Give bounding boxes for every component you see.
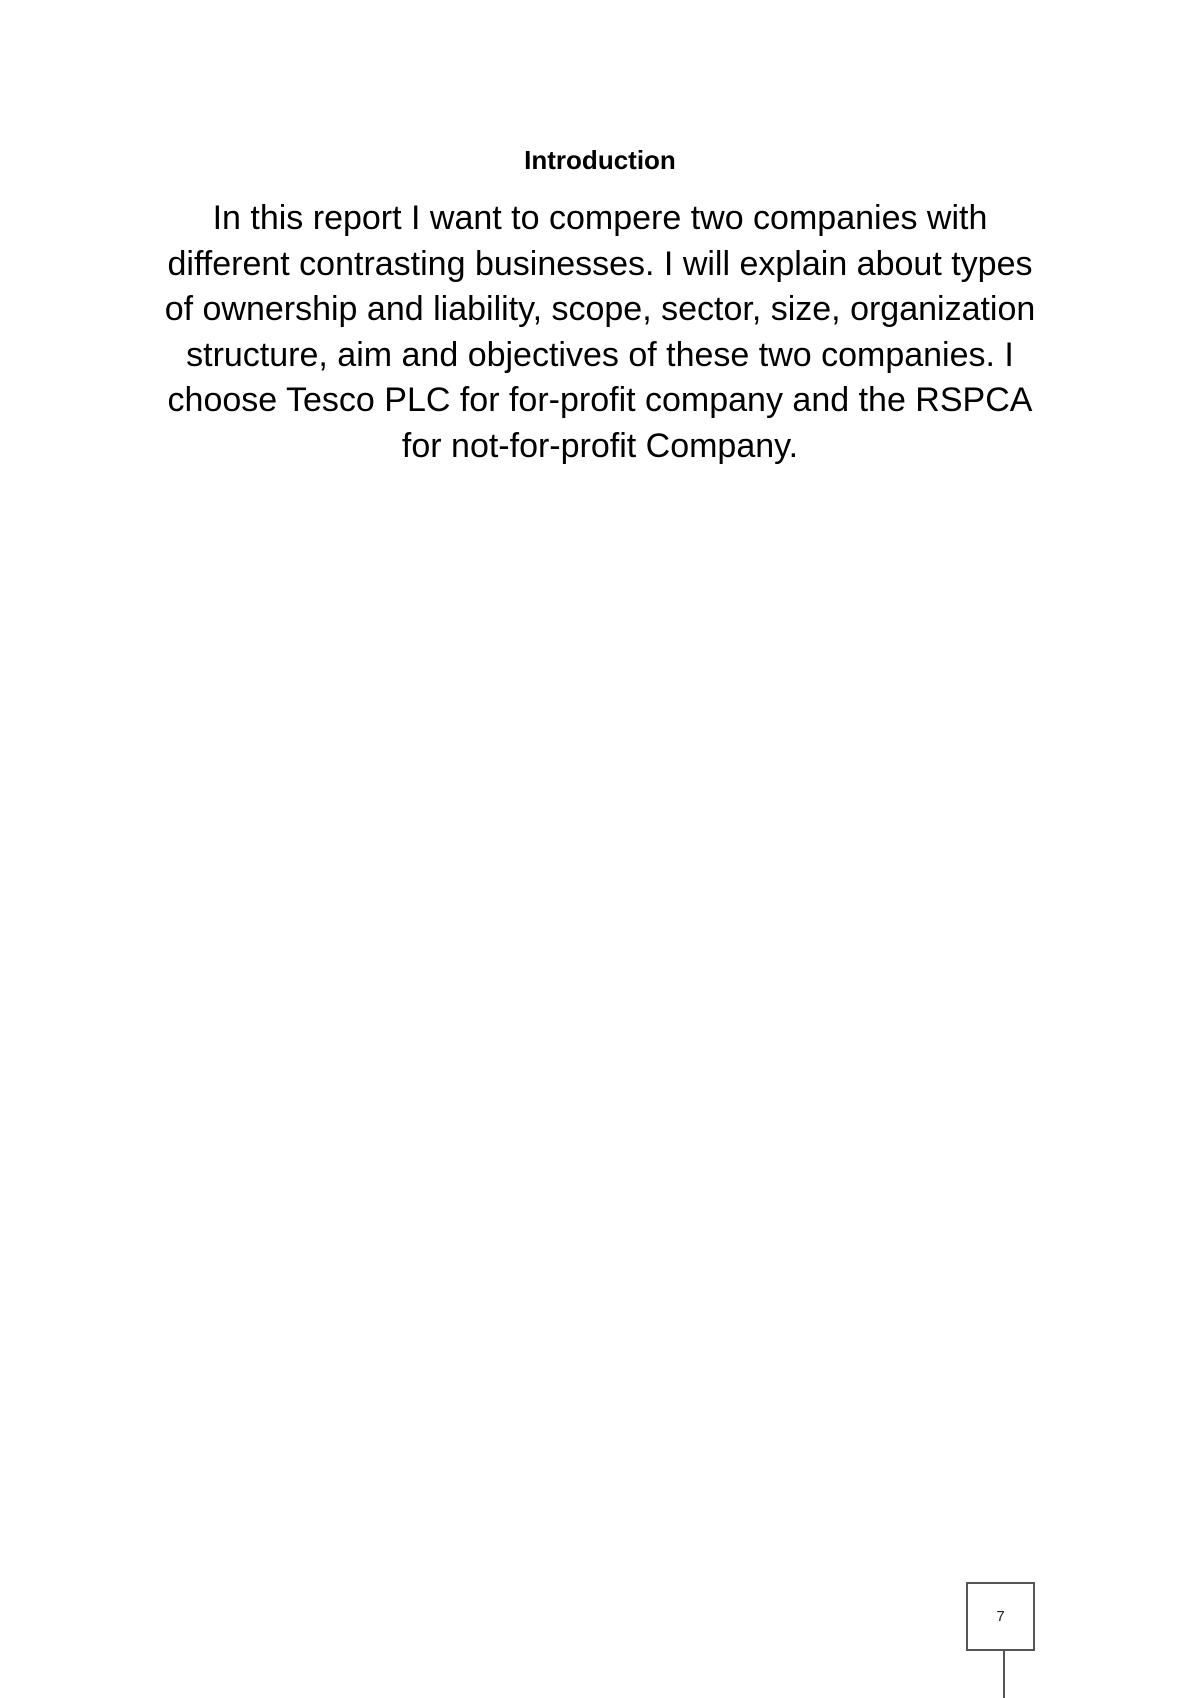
introduction-paragraph: In this report I want to compere two companies with different contrasting businesses. I will explain about types of ownership and liability, scope, sector, size, organization structure, aim and objectives of these two companies. I choose Tesco PLC for for-profit company and the RSPCA for not-for-profit Company. — [164, 199, 1036, 465]
page-number-connector-line — [1003, 1651, 1005, 1698]
section-heading: Introduction — [524, 145, 676, 175]
page-number: 7 — [996, 1608, 1005, 1625]
page-number-box — [966, 1582, 1035, 1651]
